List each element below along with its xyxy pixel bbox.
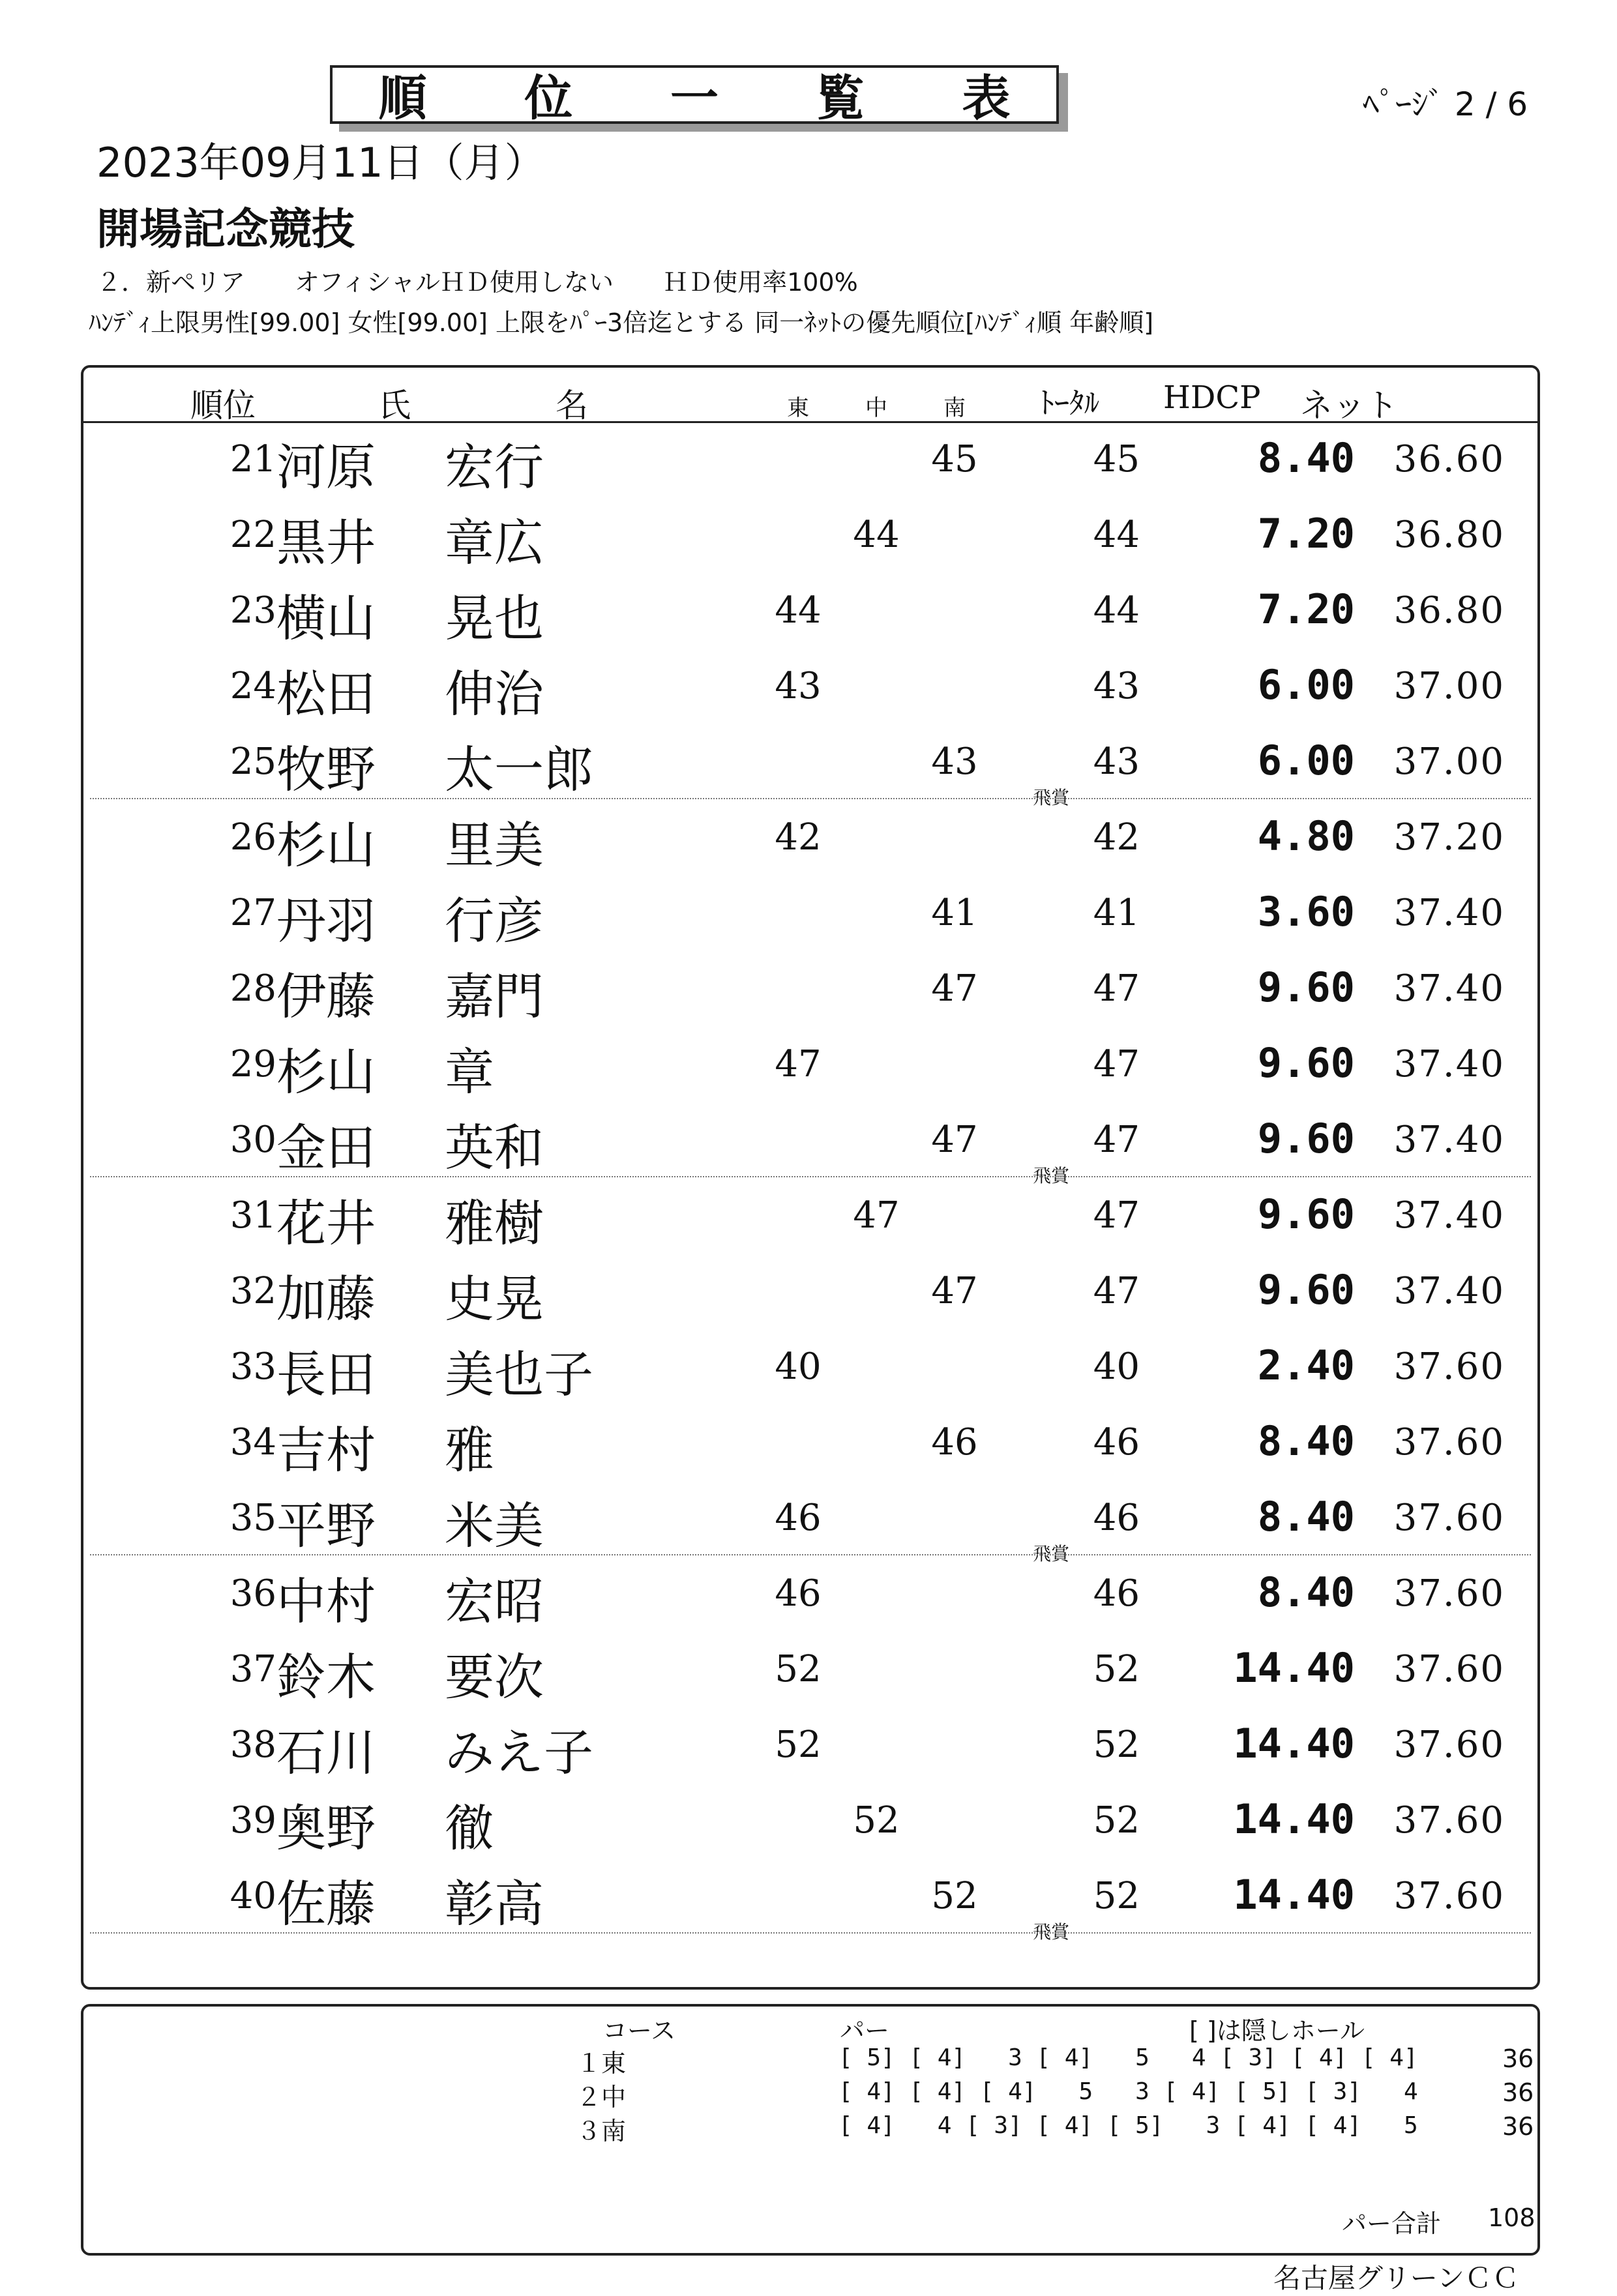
hdcp-cell: 9.60: [1257, 1266, 1355, 1314]
family-name-cell: 花井: [276, 1194, 376, 1252]
rank-cell: 30: [230, 1119, 276, 1161]
hdcp-cell: 9.60: [1257, 1115, 1355, 1162]
given-name-cell: 太一郎: [445, 741, 593, 799]
given-name-cell: 彰高: [445, 1875, 544, 1933]
par-label: パー: [840, 2016, 890, 2045]
course-name: １東: [576, 2049, 627, 2078]
prize-label: 飛賞: [1033, 1165, 1070, 1186]
hdcp-cell: 6.00: [1257, 661, 1355, 709]
net-cell: 37.60: [1393, 1799, 1505, 1842]
hdcp-cell: 14.40: [1233, 1871, 1355, 1919]
east-score-cell: 47: [775, 1043, 822, 1085]
family-name-cell: 加藤: [276, 1270, 376, 1328]
total-cell: 46: [1093, 1497, 1140, 1539]
table-row: [83, 1862, 1537, 1943]
group-separator: [90, 1176, 1531, 1177]
table-row: [83, 803, 1537, 879]
south-score-cell: 47: [931, 967, 978, 1010]
net-cell: 36.80: [1393, 514, 1505, 556]
given-name-cell: 美也子: [445, 1346, 593, 1404]
table-row: [83, 1408, 1537, 1484]
total-cell: 52: [1093, 1724, 1140, 1766]
total-cell: 44: [1093, 589, 1140, 632]
table-row: [83, 1559, 1537, 1635]
table-row: [83, 652, 1537, 728]
east-score-cell: 46: [775, 1572, 822, 1615]
rank-cell: 24: [230, 665, 276, 707]
middle-score-cell: 44: [853, 514, 900, 556]
given-name-cell: 宏行: [445, 438, 544, 496]
total-cell: 46: [1093, 1421, 1140, 1464]
given-name-cell: 章広: [445, 514, 544, 572]
rank-cell: 28: [230, 967, 276, 1010]
rank-cell: 31: [230, 1194, 276, 1237]
total-cell: 52: [1093, 1799, 1140, 1842]
total-cell: 47: [1093, 967, 1140, 1010]
competition-conditions: ２．新ペリア オフィシャルＨＤ使用しない ＨＤ使用率100%: [96, 268, 858, 297]
col-total-header: ﾄｰﾀﾙ: [1039, 385, 1099, 420]
given-name-cell: 米美: [445, 1497, 544, 1555]
net-cell: 37.60: [1393, 1724, 1505, 1766]
par-total-label: パー合計: [1342, 2209, 1442, 2238]
south-score-cell: 43: [931, 741, 978, 783]
table-row: [83, 501, 1537, 576]
group-separator: [90, 1554, 1531, 1555]
east-score-cell: 46: [775, 1497, 822, 1539]
rank-cell: 33: [230, 1346, 276, 1388]
given-name-cell: 里美: [445, 816, 544, 874]
total-cell: 43: [1093, 741, 1140, 783]
family-name-cell: 伊藤: [276, 967, 376, 1025]
table-row: [83, 1181, 1537, 1257]
table-row: [83, 1711, 1537, 1786]
family-name-cell: 河原: [276, 438, 376, 496]
event-date: 2023年09月11日（月）: [96, 139, 545, 186]
family-name-cell: 石川: [276, 1724, 376, 1782]
net-cell: 37.00: [1393, 741, 1505, 783]
family-name-cell: 松田: [276, 665, 376, 723]
hdcp-cell: 4.80: [1257, 812, 1355, 860]
given-name-cell: 行彦: [445, 892, 544, 950]
hdcp-cell: 3.60: [1257, 888, 1355, 935]
rank-cell: 32: [230, 1270, 276, 1312]
hdcp-cell: 8.40: [1257, 1417, 1355, 1465]
east-score-cell: 43: [775, 665, 822, 707]
net-cell: 37.40: [1393, 1119, 1505, 1161]
given-name-cell: 嘉門: [445, 967, 544, 1025]
net-cell: 37.60: [1393, 1875, 1505, 1917]
par-total-value: 108: [1488, 2203, 1535, 2232]
col-south-header: 南: [943, 395, 966, 421]
given-name-cell: 伸治: [445, 665, 544, 723]
total-cell: 42: [1093, 816, 1140, 859]
given-name-cell: 徹: [445, 1799, 494, 1857]
table-row: [83, 1484, 1537, 1565]
hdcp-cell: 8.40: [1257, 434, 1355, 482]
rank-cell: 22: [230, 514, 276, 556]
family-name-cell: 鈴木: [276, 1648, 376, 1706]
table-row: [83, 1106, 1537, 1186]
south-score-cell: 47: [931, 1270, 978, 1312]
col-rank-header: 順位: [190, 387, 256, 424]
hdcp-cell: 14.40: [1233, 1644, 1355, 1692]
net-cell: 37.40: [1393, 1194, 1505, 1237]
course-holes: [ 4] 4 [ 3] [ 4] [ 5] 3 [ 4] [ 4] 5: [838, 2112, 1418, 2139]
table-row: [83, 1332, 1537, 1408]
family-name-cell: 平野: [276, 1497, 376, 1555]
hdcp-cell: 7.20: [1257, 510, 1355, 557]
course-label: コース: [602, 2016, 676, 2045]
south-score-cell: 46: [931, 1421, 978, 1464]
page-title: 順 位 一 覧 表: [378, 70, 1051, 126]
rank-cell: 27: [230, 892, 276, 934]
hdcp-cell: 9.60: [1257, 964, 1355, 1011]
handicap-rules: ﾊﾝﾃﾞｨ上限男性[99.00] 女性[99.00] 上限をﾊﾟｰ3倍迄とする 同一ﾈｯﾄの優先順位[ﾊﾝﾃﾞｨ順 年齢順]: [89, 308, 1154, 337]
course-info-box: [81, 2004, 1540, 2256]
rank-cell: 39: [230, 1799, 276, 1842]
header-divider: [83, 421, 1537, 423]
hdcp-cell: 6.00: [1257, 737, 1355, 784]
family-name-cell: 長田: [276, 1346, 376, 1404]
net-cell: 37.40: [1393, 1043, 1505, 1085]
col-name-header: 氏: [378, 387, 411, 424]
club-name: 名古屋グリーンＣＣ: [1273, 2262, 1519, 2294]
hdcp-cell: 2.40: [1257, 1342, 1355, 1389]
col-hdcp-header: HDCP: [1163, 379, 1261, 416]
south-score-cell: 47: [931, 1119, 978, 1161]
given-name-cell: 晃也: [445, 589, 544, 647]
hdcp-cell: 8.40: [1257, 1568, 1355, 1616]
rank-cell: 25: [230, 741, 276, 783]
family-name-cell: 佐藤: [276, 1875, 376, 1933]
total-cell: 52: [1093, 1875, 1140, 1917]
rank-cell: 26: [230, 816, 276, 859]
net-cell: 37.60: [1393, 1346, 1505, 1388]
table-row: [83, 1635, 1537, 1711]
hdcp-cell: 7.20: [1257, 585, 1355, 633]
hdcp-cell: 9.60: [1257, 1190, 1355, 1238]
hdcp-cell: 14.40: [1233, 1795, 1355, 1843]
given-name-cell: 宏昭: [445, 1572, 544, 1630]
table-row: [83, 879, 1537, 954]
family-name-cell: 黒井: [276, 514, 376, 572]
family-name-cell: 奥野: [276, 1799, 376, 1857]
total-cell: 44: [1093, 514, 1140, 556]
hdcp-cell: 14.40: [1233, 1720, 1355, 1767]
hidden-hole-note: [ ]は隠しホール: [1189, 2016, 1365, 2045]
given-name-cell: みえ子: [445, 1724, 593, 1782]
prize-label: 飛賞: [1033, 1543, 1070, 1565]
course-name: ３南: [576, 2117, 627, 2145]
given-name-cell: 章: [445, 1043, 494, 1101]
family-name-cell: 横山: [276, 589, 376, 647]
table-row: [83, 1786, 1537, 1862]
total-cell: 52: [1093, 1648, 1140, 1690]
given-name-cell: 雅: [445, 1421, 494, 1479]
hdcp-cell: 8.40: [1257, 1493, 1355, 1540]
family-name-cell: 牧野: [276, 741, 376, 799]
net-cell: 37.60: [1393, 1572, 1505, 1615]
total-cell: 47: [1093, 1270, 1140, 1312]
col-net-header: ネット: [1300, 387, 1398, 424]
table-row: [83, 576, 1537, 652]
course-name: ２中: [576, 2083, 627, 2112]
given-name-cell: 要次: [445, 1648, 544, 1706]
family-name-cell: 金田: [276, 1119, 376, 1177]
rank-cell: 23: [230, 589, 276, 632]
east-score-cell: 44: [775, 589, 822, 632]
results-table: [81, 365, 1540, 1990]
table-row: [83, 425, 1537, 501]
family-name-cell: 丹羽: [276, 892, 376, 950]
col-east-header: 東: [787, 395, 809, 421]
net-cell: 37.20: [1393, 816, 1505, 859]
group-separator: [90, 798, 1531, 799]
total-cell: 40: [1093, 1346, 1140, 1388]
net-cell: 37.40: [1393, 892, 1505, 934]
hdcp-cell: 9.60: [1257, 1039, 1355, 1087]
rank-cell: 37: [230, 1648, 276, 1690]
table-row: [83, 728, 1537, 808]
table-row: [83, 954, 1537, 1030]
event-name: 開場記念競技: [96, 204, 355, 254]
title-box: [330, 65, 1059, 124]
east-score-cell: 40: [775, 1346, 822, 1388]
total-cell: 43: [1093, 665, 1140, 707]
south-score-cell: 45: [931, 438, 978, 480]
net-cell: 37.60: [1393, 1648, 1505, 1690]
family-name-cell: 杉山: [276, 1043, 376, 1101]
given-name-cell: 雅樹: [445, 1194, 544, 1252]
total-cell: 46: [1093, 1572, 1140, 1615]
east-score-cell: 52: [775, 1724, 822, 1766]
page-number: ﾍﾟｰｼﾞ 2 / 6: [1363, 85, 1528, 123]
middle-score-cell: 47: [853, 1194, 900, 1237]
rank-cell: 36: [230, 1572, 276, 1615]
total-cell: 47: [1093, 1043, 1140, 1085]
col-middle-header: 中: [865, 395, 887, 421]
total-cell: 47: [1093, 1194, 1140, 1237]
group-separator: [90, 1932, 1531, 1934]
south-score-cell: 41: [931, 892, 978, 934]
family-name-cell: 吉村: [276, 1421, 376, 1479]
south-score-cell: 52: [931, 1875, 978, 1917]
total-cell: 45: [1093, 438, 1140, 480]
given-name-cell: 史晃: [445, 1270, 544, 1328]
rank-cell: 29: [230, 1043, 276, 1085]
middle-score-cell: 52: [853, 1799, 900, 1842]
table-row: [83, 1257, 1537, 1332]
total-cell: 41: [1093, 892, 1140, 934]
net-cell: 37.60: [1393, 1497, 1505, 1539]
rank-cell: 35: [230, 1497, 276, 1539]
family-name-cell: 中村: [276, 1572, 376, 1630]
rank-cell: 40: [230, 1875, 276, 1917]
prize-label: 飛賞: [1033, 787, 1070, 808]
rank-cell: 21: [230, 438, 276, 480]
net-cell: 37.40: [1393, 1270, 1505, 1312]
total-cell: 47: [1093, 1119, 1140, 1161]
course-holes: [ 5] [ 4] 3 [ 4] 5 4 [ 3] [ 4] [ 4]: [838, 2044, 1418, 2071]
net-cell: 36.80: [1393, 589, 1505, 632]
course-par-total: 36: [1502, 2112, 1534, 2141]
net-cell: 37.40: [1393, 967, 1505, 1010]
east-score-cell: 52: [775, 1648, 822, 1690]
course-holes: [ 4] [ 4] [ 4] 5 3 [ 4] [ 5] [ 3] 4: [838, 2078, 1418, 2105]
net-cell: 37.60: [1393, 1421, 1505, 1464]
prize-label: 飛賞: [1033, 1921, 1070, 1943]
course-par-total: 36: [1502, 2044, 1534, 2073]
course-par-total: 36: [1502, 2078, 1534, 2107]
net-cell: 37.00: [1393, 665, 1505, 707]
table-row: [83, 1030, 1537, 1106]
east-score-cell: 42: [775, 816, 822, 859]
col-name2-header: 名: [556, 387, 588, 424]
rank-cell: 34: [230, 1421, 276, 1464]
net-cell: 36.60: [1393, 438, 1505, 480]
given-name-cell: 英和: [445, 1119, 544, 1177]
rank-cell: 38: [230, 1724, 276, 1766]
family-name-cell: 杉山: [276, 816, 376, 874]
